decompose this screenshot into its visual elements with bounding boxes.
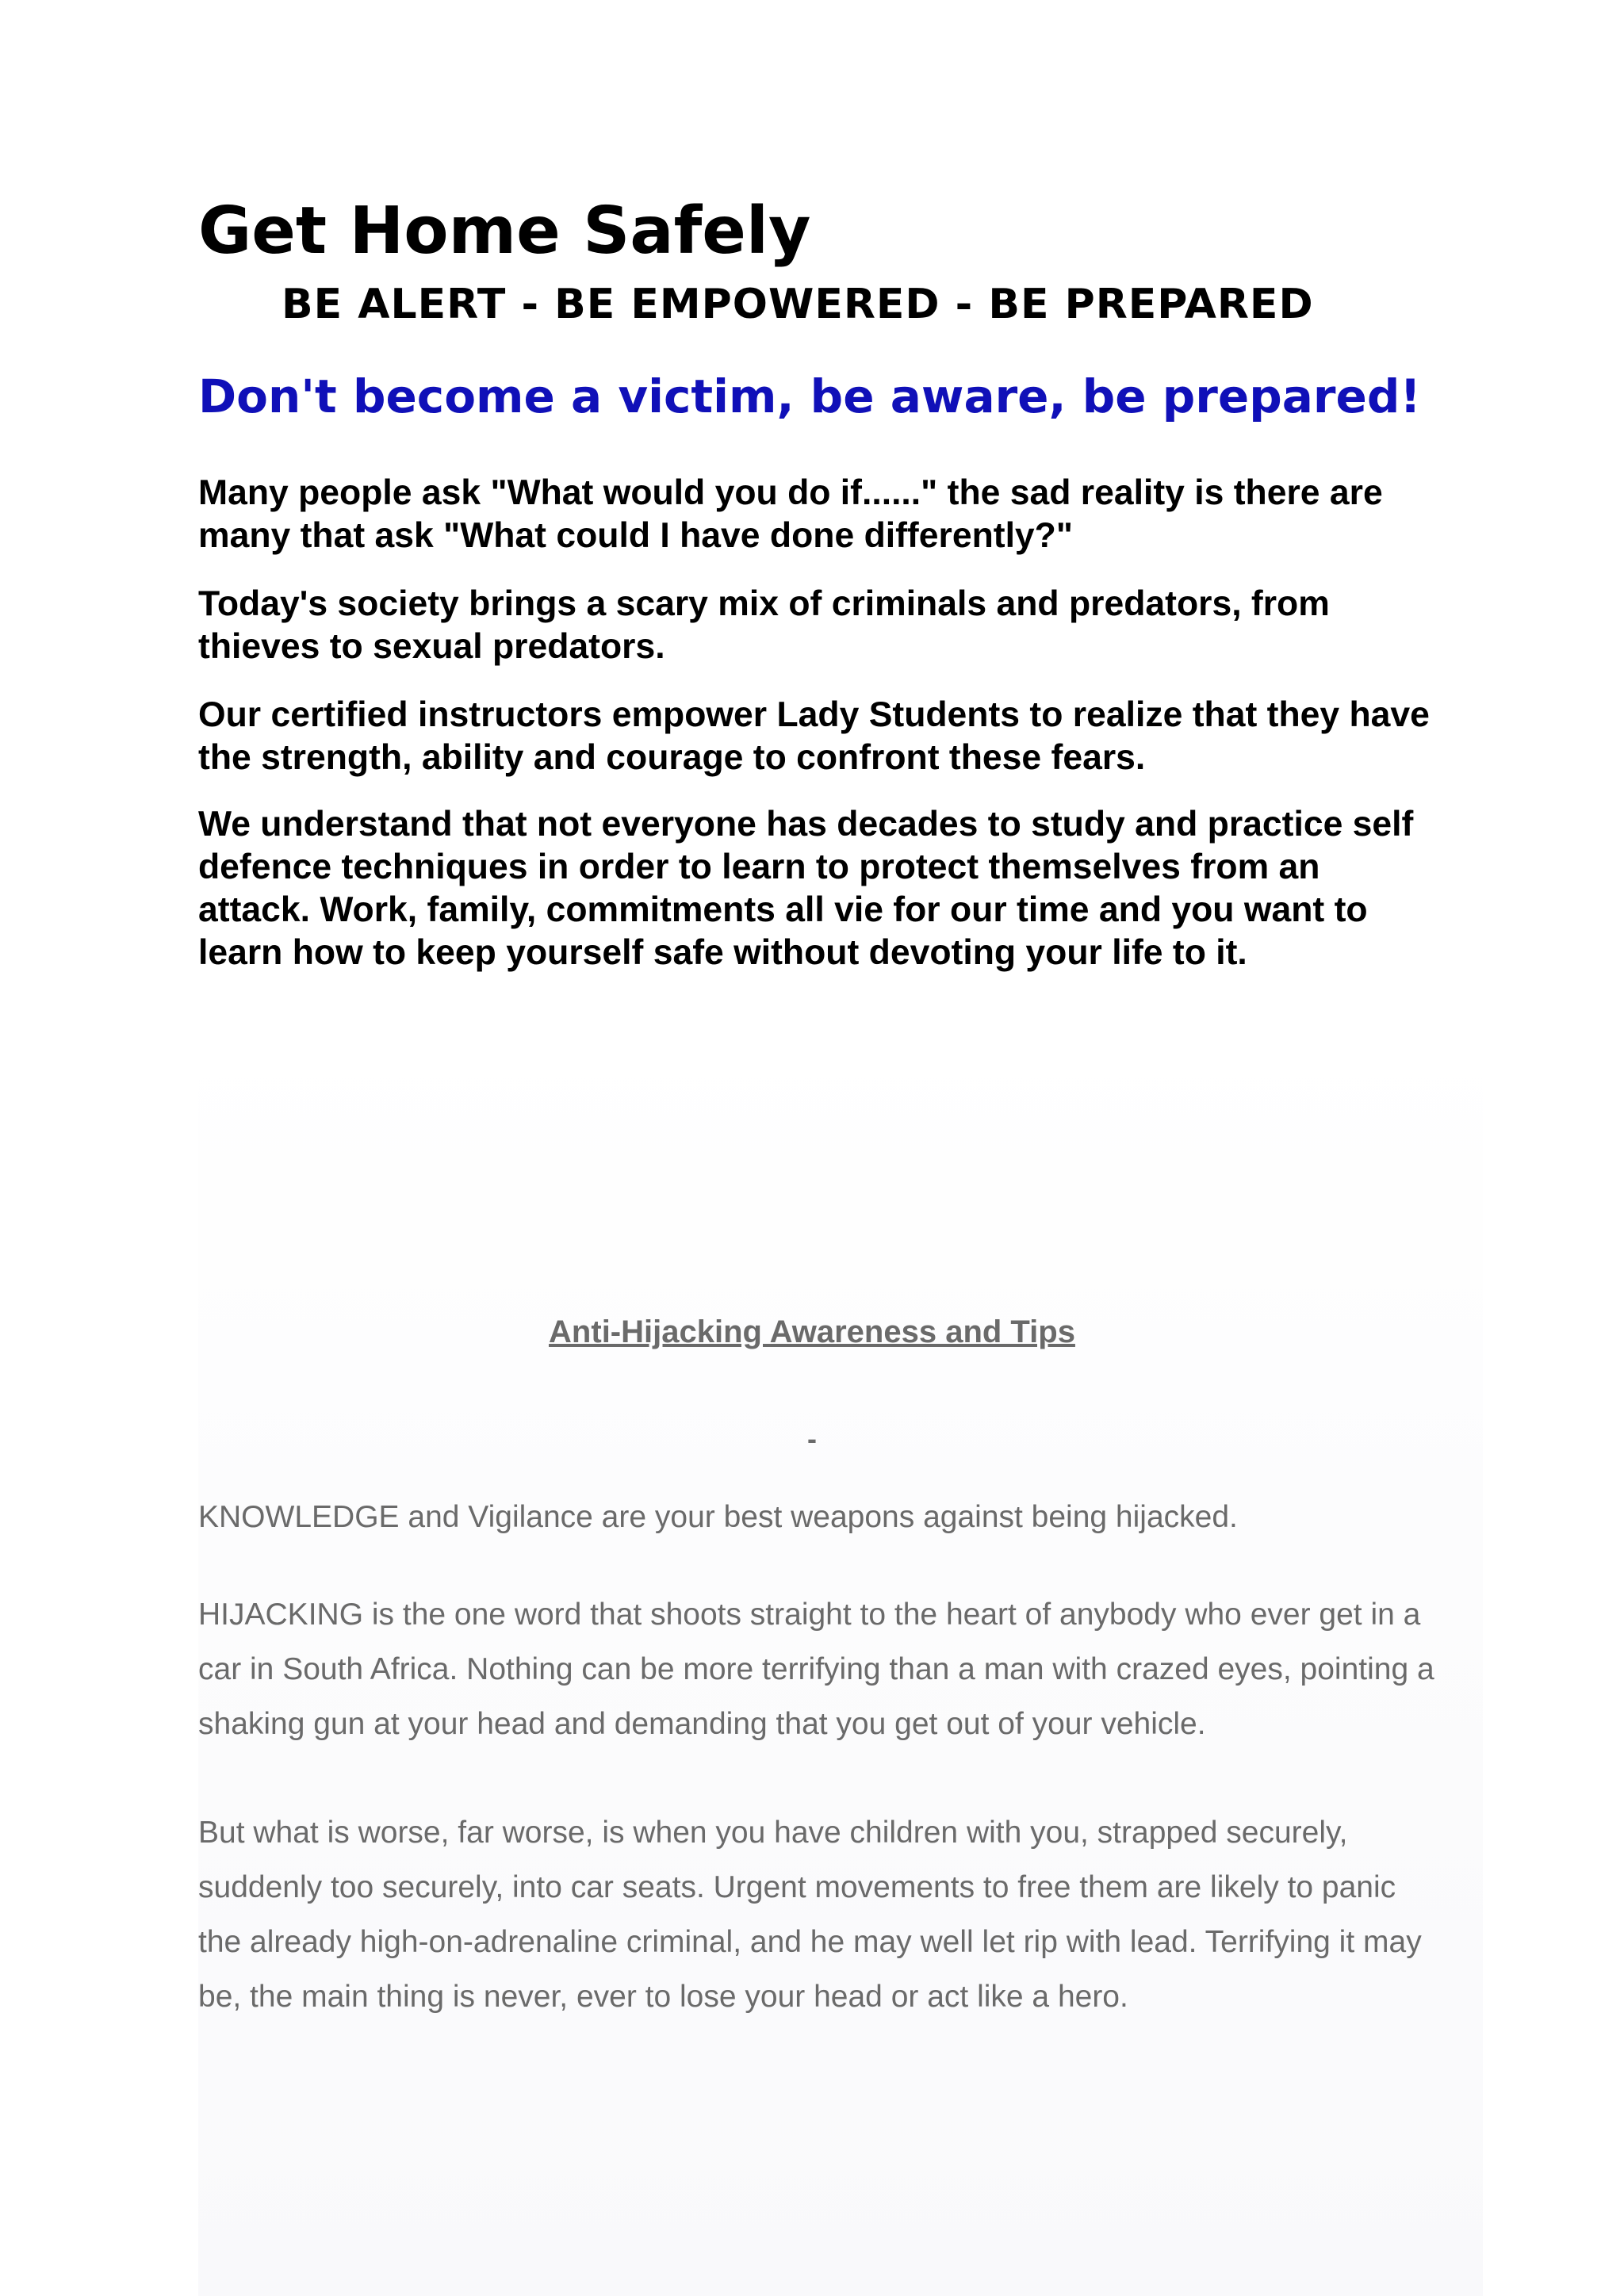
section-paragraph: KNOWLEDGE and Vigilance are your best weapons against being hijacked. bbox=[198, 1500, 1238, 1534]
tagline: BE ALERT - BE EMPOWERED - BE PREPARED bbox=[282, 281, 1314, 328]
section-paragraph: HIJACKING is the one word that shoots straight to the heart of anybody who ever get in a car in South Africa. Nothing can be more terrifying than a man with crazed eyes, pointing a shaking gun at your head and demanding that you get out of your vehicle. bbox=[198, 1598, 1434, 1741]
intro-paragraph: Many people ask "What would you do if......" the sad reality is there are many that ask "What could I have done differently?" bbox=[198, 473, 1383, 555]
intro-paragraph: Today's society brings a scary mix of criminals and predators, from thieves to sexual predators. bbox=[198, 584, 1330, 666]
separator-dash: - bbox=[807, 1422, 817, 1455]
section-heading: Anti-Hijacking Awareness and Tips bbox=[549, 1314, 1075, 1349]
intro-paragraph: We understand that not everyone has decades to study and practice self defence techniques in order to learn to protect themselves from an attack. Work, family, commitments all vie for our time and you want to learn how to keep yourself safe without devoting your life to it. bbox=[198, 805, 1414, 972]
headline: Don't become a victim, be aware, be prepared! bbox=[198, 369, 1421, 423]
intro-paragraph: Our certified instructors empower Lady Students to realize that they have the strength, ability and courage to confront these fears. bbox=[198, 695, 1430, 777]
section-paragraph: But what is worse, far worse, is when you have children with you, strapped securely, suddenly too securely, into car seats. Urgent movements to free them are likely to panic the already high-on-adrenaline criminal, and he may well let rip with lead. Terrifying it may be, the main thing is never, ever to lose your head or act like a hero. bbox=[198, 1816, 1422, 2014]
page-title: Get Home Safely bbox=[198, 193, 811, 269]
